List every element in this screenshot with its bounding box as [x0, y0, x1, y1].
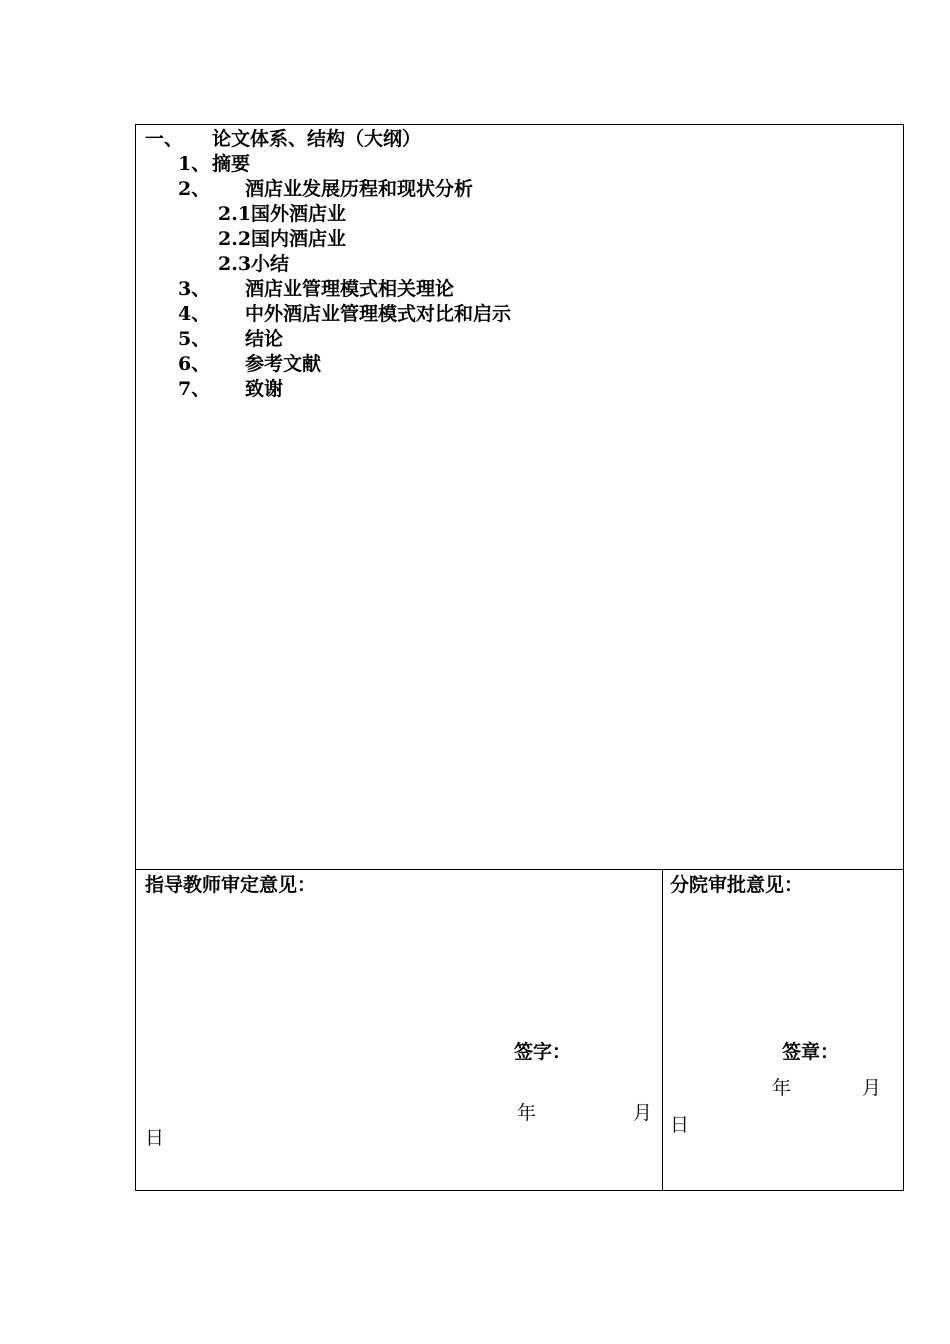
outline-subitem-number: 2.3 — [218, 253, 252, 275]
table-divider-vertical — [662, 869, 663, 1191]
advisor-date-year: 年 — [517, 1102, 537, 1124]
outline-item-text: 酒店业管理模式相关理论 — [245, 278, 455, 300]
table-divider-horizontal — [136, 869, 903, 870]
branch-date-month: 月 — [862, 1077, 882, 1099]
outline-item-number: 4、 — [178, 303, 211, 325]
advisor-signature-label: 签字： — [514, 1041, 572, 1063]
outline-item-text: 摘要 — [212, 153, 251, 175]
outline-item-number: 1、 — [178, 153, 211, 175]
form-table — [135, 124, 904, 1191]
outline-item-number: 3、 — [178, 278, 211, 300]
outline-item-text: 酒店业发展历程和现状分析 — [245, 178, 474, 200]
outline-item-text: 结论 — [245, 328, 284, 350]
outline-heading: 论文体系、结构（大纲） — [212, 128, 422, 150]
outline-item-text: 中外酒店业管理模式对比和启示 — [245, 303, 512, 325]
outline-item-number: 7、 — [178, 378, 211, 400]
outline-subitem-text: 国外酒店业 — [251, 203, 347, 225]
advisor-opinion-label: 指导教师审定意见： — [145, 874, 317, 896]
outline-heading-number: 一、 — [145, 128, 184, 150]
advisor-date-day: 日 — [145, 1127, 165, 1149]
advisor-date-month: 月 — [633, 1102, 653, 1124]
branch-date-year: 年 — [772, 1077, 792, 1099]
outline-item-number: 5、 — [178, 328, 211, 350]
outline-subitem-text: 小结 — [251, 253, 290, 275]
branch-approval-label: 分院审批意见： — [670, 874, 804, 896]
outline-subitem-text: 国内酒店业 — [251, 228, 347, 250]
outline-subitem-number: 2.1 — [218, 203, 252, 225]
outline-item-text: 致谢 — [245, 378, 284, 400]
outline-item-text: 参考文献 — [245, 353, 322, 375]
branch-date-day: 日 — [670, 1114, 690, 1136]
outline-item-number: 2、 — [178, 178, 211, 200]
outline-item-number: 6、 — [178, 353, 211, 375]
outline-subitem-number: 2.2 — [218, 228, 252, 250]
branch-seal-label: 签章： — [782, 1041, 840, 1063]
